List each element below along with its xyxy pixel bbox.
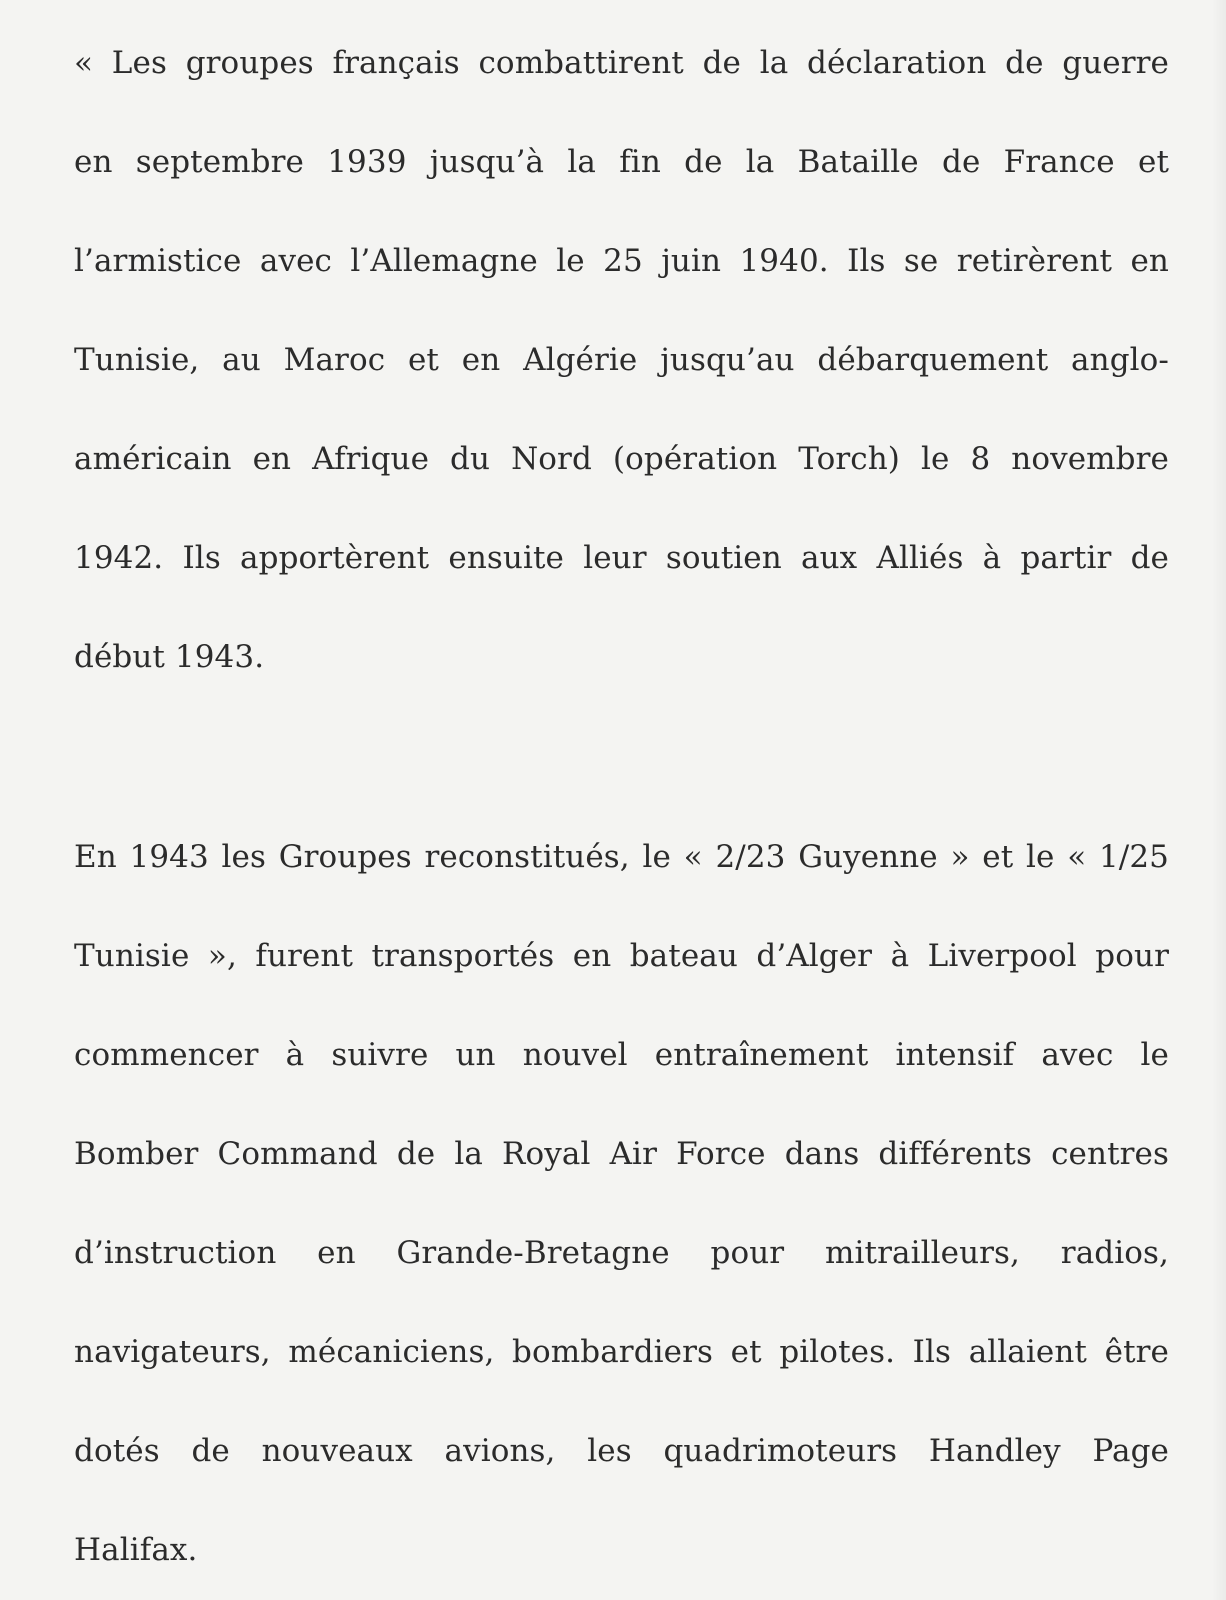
text-line: Bomber Command de la Royal Air Force dans différents centres: [74, 1136, 1169, 1172]
text-line: en septembre 1939 jusqu’à la fin de la Bataille de France et: [74, 144, 1169, 180]
text-line: « Les groupes français combattirent de la déclaration de guerre: [74, 45, 1169, 81]
text-line: d’instruction en Grande-Bretagne pour mitrailleurs, radios,: [74, 1235, 1169, 1271]
text-line: dotés de nouveaux avions, les quadrimoteurs Handley Page: [74, 1433, 1169, 1469]
text-line: l’armistice avec l’Allemagne le 25 juin 1940. Ils se retirèrent en: [74, 243, 1169, 279]
text-line: navigateurs, mécaniciens, bombardiers et pilotes. Ils allaient être: [74, 1334, 1169, 1370]
paragraph-2: [74, 808, 1169, 1600]
text-line: En 1943 les Groupes reconstitués, le « 2/23 Guyenne » et le « 1/25: [74, 839, 1169, 875]
text-line: américain en Afrique du Nord (opération Torch) le 8 novembre: [74, 441, 1169, 477]
text-line: Tunisie », furent transportés en bateau d’Alger à Liverpool pour: [74, 938, 1169, 974]
text-line: Halifax.: [74, 1532, 198, 1568]
text-line: 1942. Ils apportèrent ensuite leur soutien aux Alliés à partir de: [74, 540, 1169, 576]
text-line: commencer à suivre un nouvel entraînement intensif avec le: [74, 1037, 1169, 1073]
page-edge-shadow: [1212, 0, 1226, 1600]
text-line: Tunisie, au Maroc et en Algérie jusqu’au débarquement anglo-: [74, 342, 1169, 378]
text-line: début 1943.: [74, 639, 265, 675]
paragraph-1: [74, 14, 1169, 707]
